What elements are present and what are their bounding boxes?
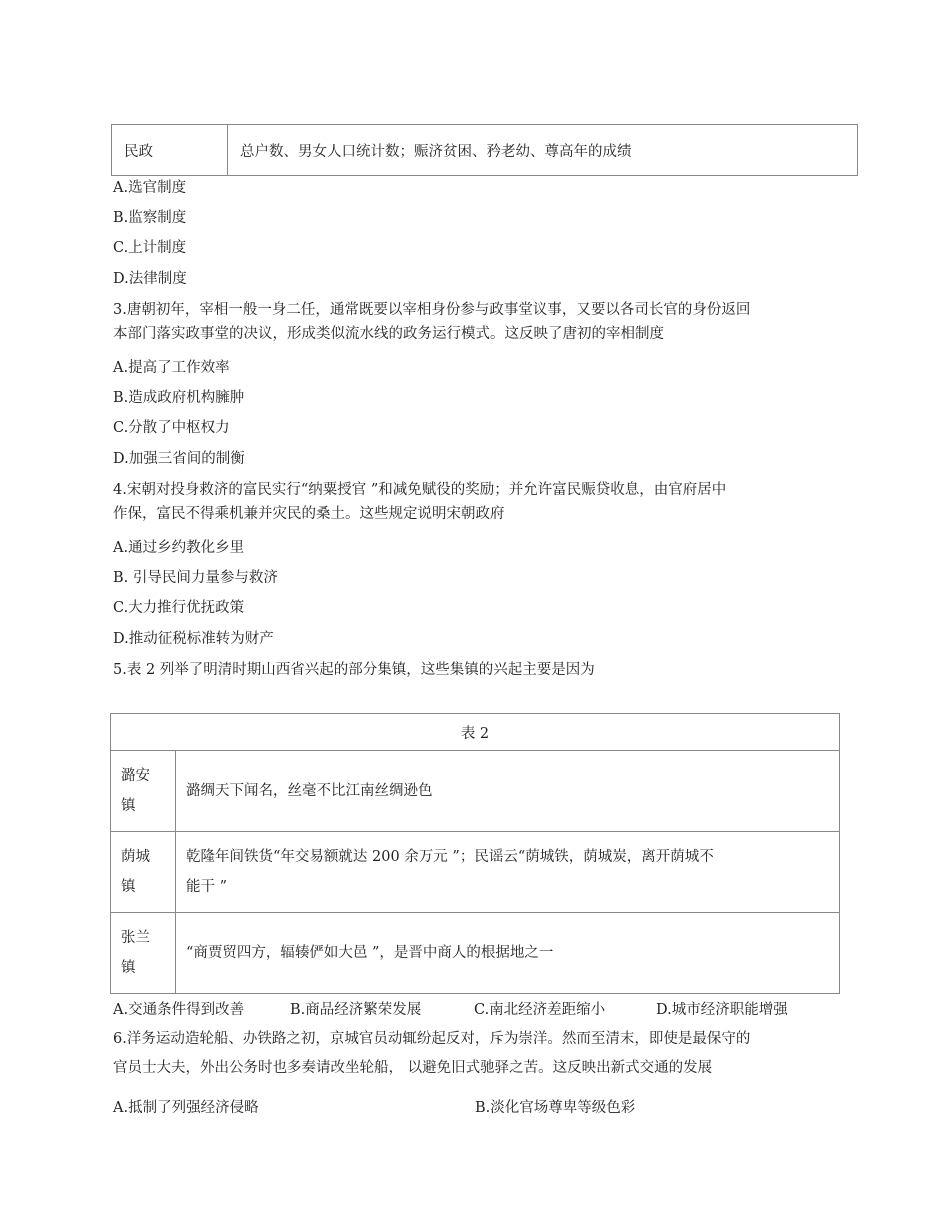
town-name-part1: 荫城 (121, 849, 150, 865)
table-row (111, 832, 840, 913)
town-name-part2: 镇 (121, 798, 136, 814)
table-cell-content: 总户数、男女人口统计数；赈济贫困、矜老幼、尊高年的成绩 (228, 125, 858, 176)
table-row (111, 913, 840, 994)
town-desc-line1: 乾隆年间铁货“年交易额就达 200 余万元 ”；民谣云“荫城铁，荫城炭，离开荫城不 (186, 849, 714, 865)
q5-option-b: B.商品经济繁荣发展 (290, 1002, 422, 1018)
q3-stem-line2: 本部门落实政事堂的决议，形成类似流水线的政务运行模式。这反映了唐初的宰相制度 (113, 326, 664, 342)
q2-option-c: C.上计制度 (113, 240, 187, 256)
town-cell (111, 751, 176, 832)
town-cell (111, 913, 176, 994)
table-2 (110, 713, 840, 994)
town-desc-cell (176, 913, 840, 994)
q3-option-b: B.造成政府机构臃肿 (113, 390, 245, 406)
q4-option-a: A.通过乡约教化乡里 (113, 540, 245, 556)
q5-option-d: D.城市经济职能增强 (656, 1002, 788, 1018)
q6-option-b: B.淡化官场尊卑等级色彩 (475, 1100, 636, 1116)
q5-stem: 5.表 2 列举了明清时期山西省兴起的部分集镇，这些集镇的兴起主要是因为 (113, 662, 595, 678)
q4-stem-line1: 4.宋朝对投身救济的富民实行“纳粟授官 ”和减免赋役的奖励；并允许富民赈贷收息，由官府居中 (113, 482, 727, 498)
town-desc-line1: 潞绸天下闻名，丝毫不比江南丝绸逊色 (186, 783, 433, 799)
q6-stem-line1: 6.洋务运动造轮船、办铁路之初，京城官员动辄纷起反对，斥为崇洋。然而至清末，即使是最保守的 (113, 1031, 751, 1047)
table-row (111, 751, 840, 832)
q2-option-a: A.选官制度 (113, 180, 187, 196)
town-cell (111, 832, 176, 913)
town-name-part2: 镇 (121, 879, 136, 895)
town-desc-line2: 能干 ” (186, 879, 228, 895)
town-name-part2: 镇 (121, 960, 136, 976)
town-desc-cell (176, 751, 840, 832)
q3-option-d: D.加强三省间的制衡 (113, 451, 245, 467)
table-1 (111, 124, 858, 176)
q3-stem-line1: 3.唐朝初年，宰相一般一身二任，通常既要以宰相身份参与政事堂议事，又要以各司长官的身份返回 (113, 302, 751, 318)
town-desc-cell (176, 832, 840, 913)
q6-option-a: A.抵制了列强经济侵略 (113, 1100, 259, 1116)
table-cell-category: 民政 (112, 125, 228, 176)
q4-option-c: C.大力推行优抚政策 (113, 600, 245, 616)
town-name-part1: 潞安 (121, 768, 150, 784)
q3-option-c: C.分散了中枢权力 (113, 420, 230, 436)
q2-option-b: B.监察制度 (113, 210, 187, 226)
q4-stem-line2: 作保，富民不得乘机兼并灾民的桑土。这些规定说明宋朝政府 (113, 506, 505, 522)
table-row (112, 125, 858, 176)
q6-stem-line2: 官员士大夫，外出公务时也多奏请改坐轮船， 以避免旧式驰驿之苦。这反映出新式交通的发展 (113, 1060, 713, 1076)
town-desc-line1: “商贾贸四方，辐辏俨如大邑 ”，是晋中商人的根据地之一 (186, 945, 554, 961)
q5-option-a: A.交通条件得到改善 (113, 1002, 245, 1018)
q4-option-b: B. 引导民间力量参与救济 (113, 570, 278, 586)
q5-option-c: C.南北经济差距缩小 (474, 1002, 606, 1018)
table-header-row (111, 714, 840, 751)
table-title: 表 2 (111, 714, 840, 751)
q3-option-a: A.提高了工作效率 (113, 360, 230, 376)
town-name-part1: 张兰 (121, 930, 150, 946)
q4-option-d: D.推动征税标准转为财产 (113, 631, 274, 647)
q2-option-d: D.法律制度 (113, 271, 187, 287)
